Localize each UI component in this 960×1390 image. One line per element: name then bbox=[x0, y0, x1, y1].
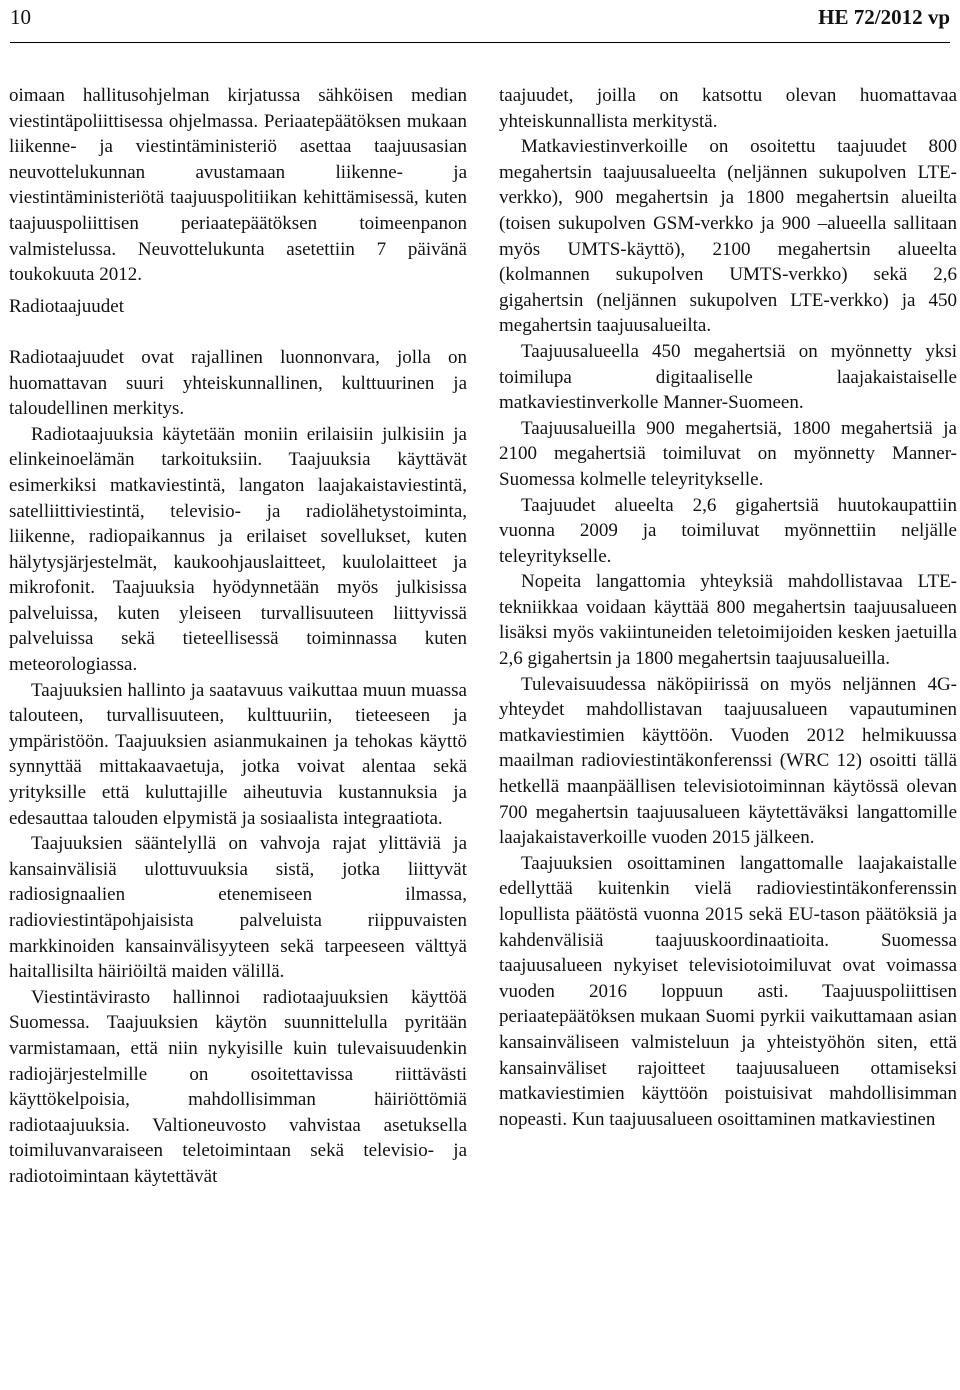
document-id: HE 72/2012 vp bbox=[818, 5, 950, 29]
paragraph: Viestintävirasto hallinnoi radiotaajuuksien käyttöä Suomessa. Taajuuksien käytön suunnittelulla pyritään varmistamaan, että niin nykyisille kuin tulevaisuudenkin radiojärjestelmille on osoitettavissa riittävästi käyttökelpoisia, mahdollisimman häiriöttömiä radiotaajuuksia. Valtioneuvosto vahvistaa asetuksella toimiluvanvaraiseen teletoimintaan sekä televisio- ja radiotoimintaan käytettävät bbox=[9, 986, 467, 1187]
paragraph: oimaan hallitusohjelman kirjatussa sähköisen median viestintäpoliittisessa ohjelmassa. Periaatepäätöksen mukaan liikenne- ja viestintäministeriö asettaa taajuusasian neuvottelukunnan avustamaan liikenne- ja viestintäministeriötä taajuuspolitiikan kehittämisessä, kuten taajuuspoliittisen periaatepäätöksen toimeenpanon valmistelussa. Neuvottelukunta asetettiin 7 päivänä toukokuuta 2012. bbox=[9, 85, 467, 286]
section-heading: Radiotaajuudet bbox=[9, 295, 125, 317]
paragraph: Taajuuksien osoittaminen langattomalle laajakaistalle edellyttää kuitenkin vielä radioviestintäkonferenssin lopullista päätöstä vuonna 2015 sekä EU-tason päätöksiä ja kahdenvälisiä taajuuskoordinaatioita. Suomessa taajuusalueen nykyiset televisiotoimiluvat ovat voimassa vuoden 2016 loppuun asti. Taajuuspoliittisen periaatepäätöksen mukaan Suomi pyrkii vaikuttamaan asian kansainväliseen valmisteluun ja yhteistyöhön siten, että kansainväliset rajoitteet taajuusalueen ottamiseksi matkaviestimien käyttöön poistuisivat mahdollisimman nopeasti. Kun taajuusalueen osoittaminen matkaviestinen bbox=[499, 852, 957, 1130]
paragraph: Radiotaajuuksia käytetään moniin erilaisiin julkisiin ja elinkeinoelämän tarkoituksiin. Taajuuksia käyttävät esimerkiksi matkaviestintä, langaton laajakaistaviestintä, satelliittiviestintä, televisio- ja radiolähetystoiminta, liikenne, radiopaikannus ja erilaiset sovellukset, kuten hälytysjärjestelmät, kaukoohjauslaitteet, kuulolaitteet ja mikrofonit. Taajuuksia hyödynnetään myös julkisissa palveluissa, kuten yleiseen turvallisuuteen liittyvissä palveluissa sekä tieteellisessä toiminnassa kuten meteorologiassa. bbox=[9, 423, 467, 676]
page-header bbox=[10, 4, 950, 34]
left-column bbox=[9, 83, 467, 1190]
paragraph: Taajuusalueella 450 megahertsiä on myönnetty yksi toimilupa digitaaliselle laajakaistaiselle matkaviestinverkolle Manner-Suomeen. bbox=[499, 340, 957, 414]
paragraph: taajuudet, joilla on katsottu olevan huomattavaa yhteiskunnallista merkitystä. bbox=[499, 85, 957, 132]
paragraph: Radiotaajuudet ovat rajallinen luonnonvara, jolla on huomattavan suuri yhteiskunnallinen, kulttuurinen ja taloudellinen merkitys. bbox=[9, 346, 467, 420]
paragraph: Taajuusalueilla 900 megahertsiä, 1800 megahertsiä ja 2100 megahertsiä toimiluvat on myönnetty Manner-Suomessa kolmelle teleyritykselle. bbox=[499, 417, 957, 490]
paragraph: Taajuudet alueelta 2,6 gigahertsiä huutokaupattiin vuonna 2009 ja toimiluvat myönnettiin neljälle teleyritykselle. bbox=[499, 494, 957, 567]
paragraph: Taajuuksien sääntelyllä on vahvoja rajat ylittäviä ja kansainvälisiä ulottuvuuksia sistä, jotka liittyvät radiosignaalien etenemiseen ilmassa, radioviestintäpohjaisista palveluista riippuvaisten markkinoiden kansainvälisyyteen sekä tarpeeseen välttyä haitallisilta häiriöiltä maiden välillä. bbox=[9, 833, 467, 983]
paragraph: Taajuuksien hallinto ja saatavuus vaikuttaa muun muassa talouteen, turvallisuuteen, kulttuuriin, tieteeseen ja ympäristöön. Taajuuksien asianmukainen ja tehokas käyttö synnyttää mittakaavaetuja, jotka voivat alentaa sekä yrityksille että kuluttajille aiheutuvia kustannuksia ja edesauttaa talouden elpymistä ja sosiaalista integraatiota. bbox=[9, 679, 467, 829]
right-column bbox=[499, 83, 957, 1132]
paragraph: Nopeita langattomia yhteyksiä mahdollistavaa LTE-tekniikkaa voidaan käyttää 800 megahertsin taajuusalueen lisäksi myös vakiintuneiden teletoimijoiden kesken jaetuilla 2,6 gigahertsin ja 1800 megahertsin taajuusalueilla. bbox=[499, 571, 957, 670]
paragraph: Tulevaisuudessa näköpiirissä on myös neljännen 4G-yhteydet mahdollistavan taajuusalueen vapautuminen matkaviestimien käyttöön. Vuoden 2012 helmikuussa maailman radioviestintäkonferenssi (WRC 12) osoitti tällä hetkellä maanpäällisen televisiotoiminnan käytössä olevan 700 megahertsin taajuusalueen käytettäväksi langattomille laajakaistaverkoille vuoden 2015 jälkeen. bbox=[499, 673, 957, 849]
page-number: 10 bbox=[10, 5, 31, 29]
paragraph: Matkaviestinverkoille on osoitettu taajuudet 800 megahertsin taajuusalueelta (neljännen sukupolven LTE-verkko), 900 megahertsin ja 1800 megahertsin alueilta (toisen sukupolven GSM-verkko ja 900 –alueella sallitaan myös UMTS-käyttö), 2100 megahertsin alueelta (kolmannen sukupolven UMTS-verkko) sekä 2,6 gigahertsin (neljännen sukupolven LTE-verkko) ja 450 megahertsin taajuusalueilta. bbox=[499, 136, 957, 337]
header-divider bbox=[10, 42, 950, 43]
